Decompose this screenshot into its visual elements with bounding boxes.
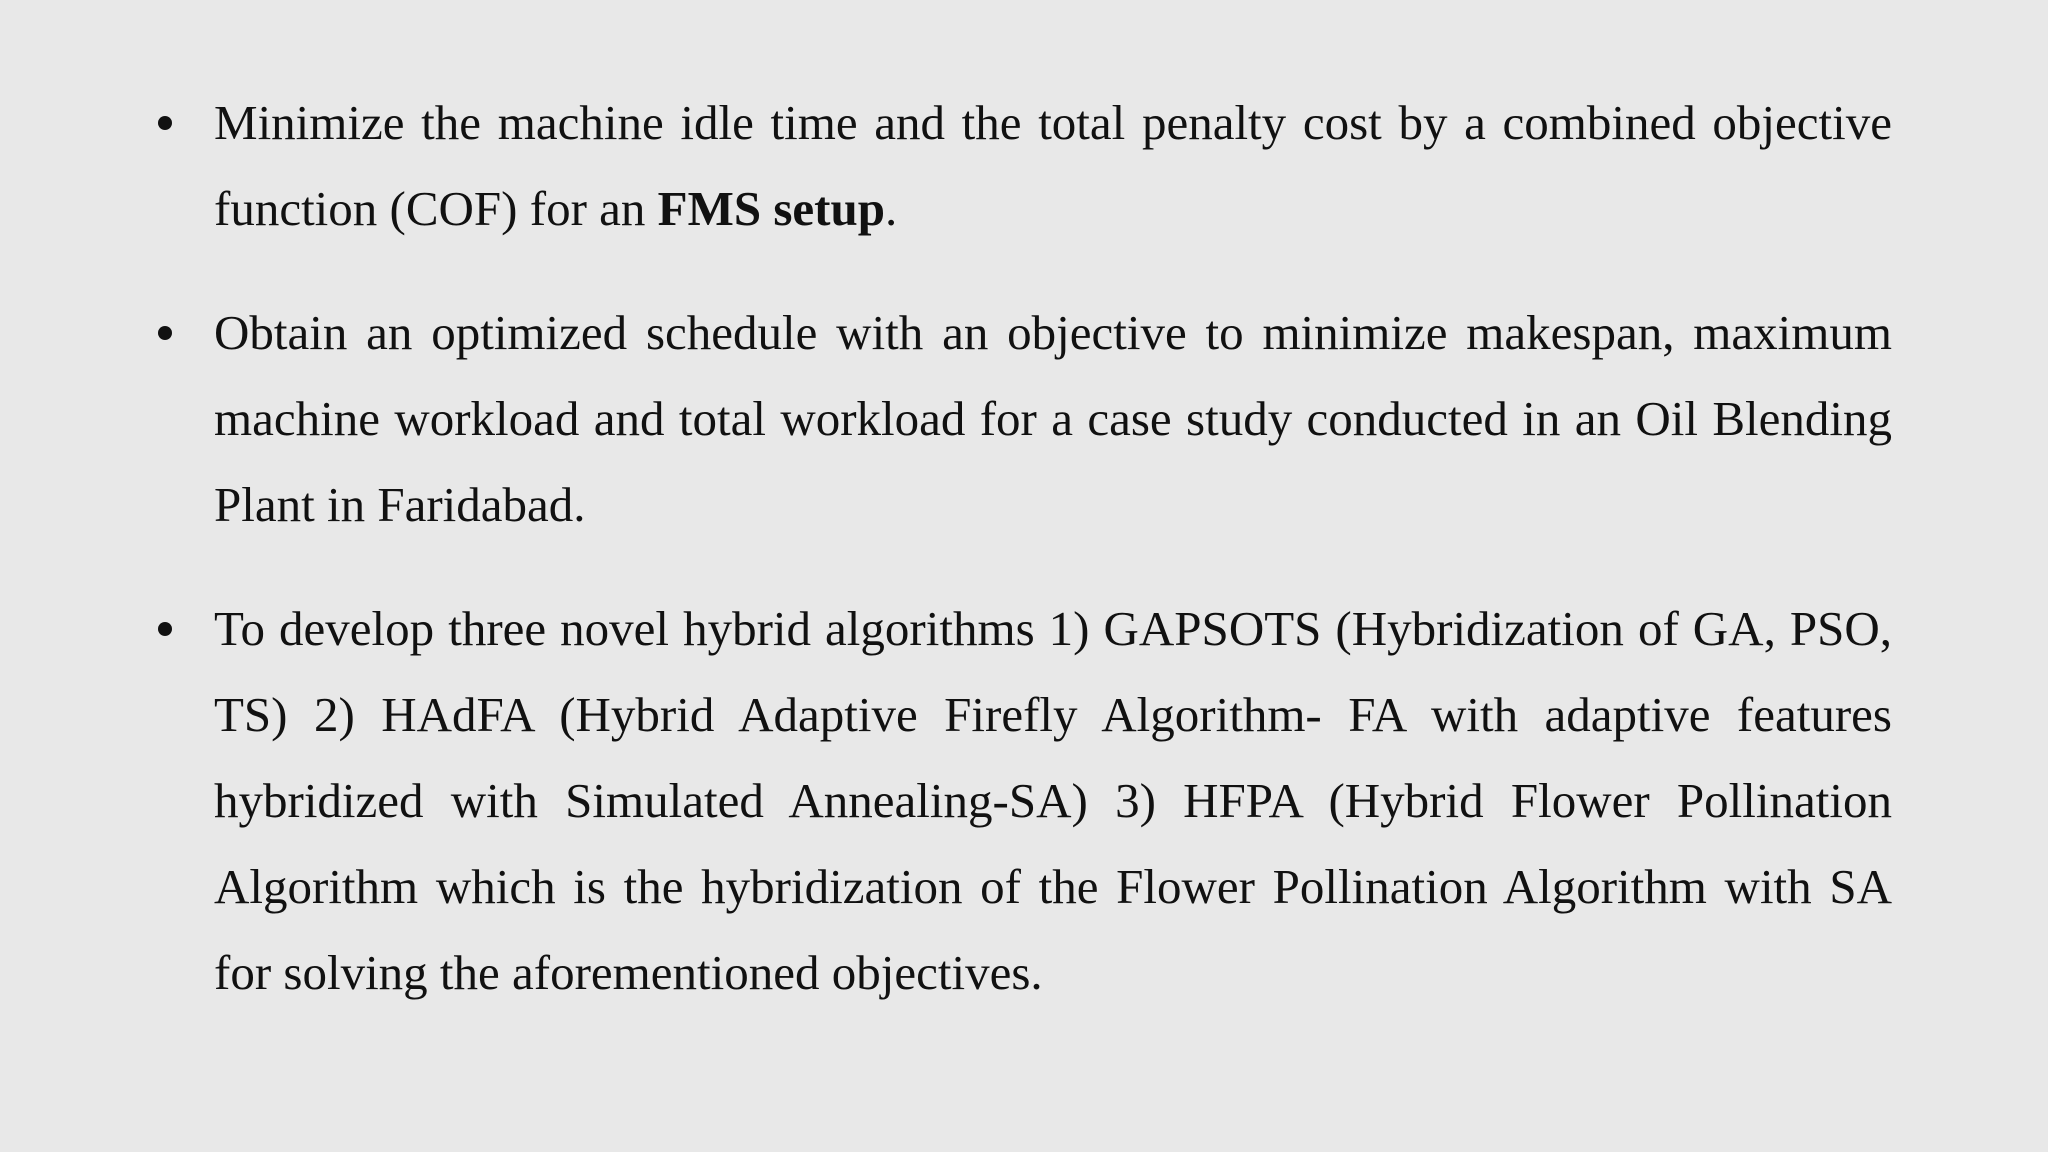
bullet-2-text: Obtain an optimized schedule with an objective to minimize makespan, maximum machine workload and total workload for a case study conducted in an Oil Blending Plant in Faridabad. bbox=[214, 305, 1892, 532]
bullet-1-bold-text: FMS setup bbox=[657, 181, 885, 236]
bullet-item-1 bbox=[152, 80, 1892, 252]
bullet-point-icon bbox=[158, 326, 172, 340]
bullet-1-text: Minimize the machine idle time and the total penalty cost by a combined objective function (COF) for an bbox=[214, 95, 1892, 236]
bullet-list bbox=[152, 80, 1892, 1054]
bullet-1-text-end: . bbox=[884, 181, 898, 236]
bullet-3-text: To develop three novel hybrid algorithms 1) GAPSOTS (Hybridization of GA, PSO, TS) 2) HAdFA (Hybrid Adaptive Firefly Algorithm- FA with adaptive features hybridized with Simulated Annealing-SA) 3) HFPA (Hybrid Flower Pollination Algorithm which is the hybridization of the Flower Pollination Algorithm with SA for solving the aforementioned objectives. bbox=[214, 601, 1892, 1000]
bullet-item-3 bbox=[152, 586, 1892, 1016]
bullet-point-icon bbox=[158, 116, 172, 130]
bullet-point-icon bbox=[158, 622, 172, 636]
bullet-item-2 bbox=[152, 290, 1892, 548]
